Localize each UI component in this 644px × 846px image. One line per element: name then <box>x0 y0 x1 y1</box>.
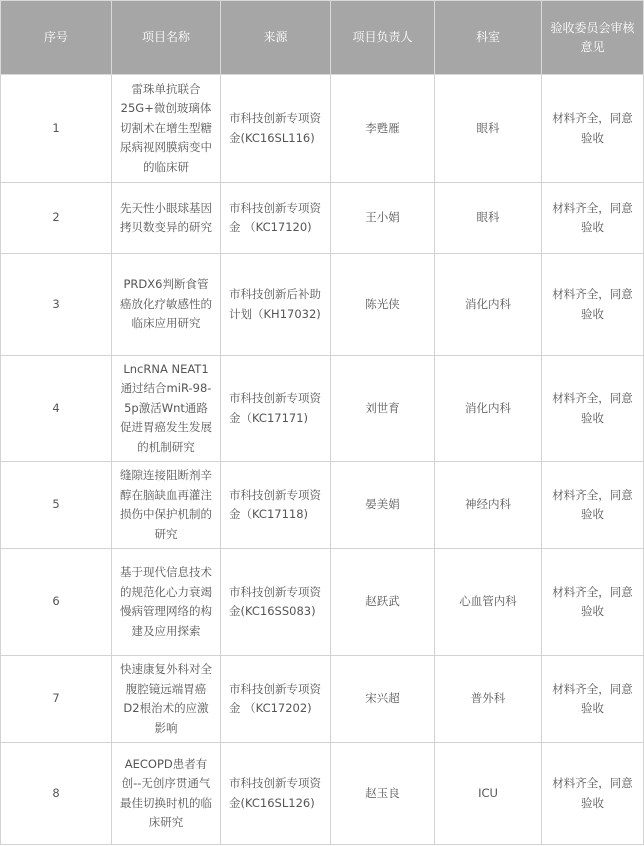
cell-department: 消化内科 <box>435 356 542 462</box>
cell-review-opinion: 材料齐全，同意验收 <box>542 743 644 845</box>
header-review-opinion: 验收委员会审核意见 <box>542 1 644 75</box>
cell-project-name: 缝隙连接阻断剂辛醇在脑缺血再灌注损伤中保护机制的研究 <box>112 462 221 549</box>
cell-department: 眼科 <box>435 183 542 254</box>
table-row <box>1 462 644 549</box>
table-row <box>1 183 644 254</box>
cell-source: 市科技创新专项资金（KC17171) <box>221 356 331 462</box>
cell-source: 市科技创新专项资金 （KC17120) <box>221 183 331 254</box>
cell-source: 市科技创新专项资金(KC16SL126) <box>221 743 331 845</box>
cell-department: 神经内科 <box>435 462 542 549</box>
cell-serial: 6 <box>1 549 112 656</box>
cell-project-lead: 赵玉良 <box>331 743 435 845</box>
cell-project-name: LncRNA NEAT1通过结合miR-98-5p激活Wnt通路促进胃癌发生发展的机制研究 <box>112 356 221 462</box>
cell-source: 市科技创新专项资金(KC16SL116) <box>221 75 331 183</box>
cell-project-lead: 王小娟 <box>331 183 435 254</box>
cell-project-name: 先天性小眼球基因拷贝数变异的研究 <box>112 183 221 254</box>
cell-serial: 7 <box>1 656 112 743</box>
cell-project-lead: 李甦雁 <box>331 75 435 183</box>
table-row <box>1 254 644 356</box>
table-row <box>1 656 644 743</box>
cell-serial: 3 <box>1 254 112 356</box>
cell-serial: 4 <box>1 356 112 462</box>
table-row <box>1 549 644 656</box>
cell-project-name: 基于现代信息技术的规范化心力衰竭慢病管理网络的构建及应用探索 <box>112 549 221 656</box>
table-header-row <box>1 1 644 75</box>
cell-department: 心血管内科 <box>435 549 542 656</box>
cell-source: 市科技创新专项资金 （KC17202) <box>221 656 331 743</box>
cell-project-name: PRDX6判断食管癌放化疗敏感性的临床应用研究 <box>112 254 221 356</box>
cell-serial: 1 <box>1 75 112 183</box>
cell-project-name: 快速康复外科对全腹腔镜远端胃癌D2根治术的应激影响 <box>112 656 221 743</box>
table-row <box>1 356 644 462</box>
cell-source: 市科技创新专项资金（KC17118) <box>221 462 331 549</box>
cell-project-lead: 宋兴超 <box>331 656 435 743</box>
header-department: 科室 <box>435 1 542 75</box>
cell-project-name: 雷珠单抗联合25G+微创玻璃体切割术在增生型糖尿病视网膜病变中的临床研 <box>112 75 221 183</box>
cell-review-opinion: 材料齐全，同意验收 <box>542 254 644 356</box>
cell-serial: 5 <box>1 462 112 549</box>
header-project-name: 项目名称 <box>112 1 221 75</box>
cell-source: 市科技创新后补助计划（KH17032) <box>221 254 331 356</box>
cell-review-opinion: 材料齐全，同意验收 <box>542 75 644 183</box>
cell-review-opinion: 材料齐全，同意验收 <box>542 656 644 743</box>
cell-department: ICU <box>435 743 542 845</box>
cell-review-opinion: 材料齐全，同意验收 <box>542 356 644 462</box>
cell-serial: 8 <box>1 743 112 845</box>
cell-source: 市科技创新专项资金(KC16SS083) <box>221 549 331 656</box>
cell-review-opinion: 材料齐全，同意验收 <box>542 462 644 549</box>
cell-review-opinion: 材料齐全，同意验收 <box>542 549 644 656</box>
cell-department: 眼科 <box>435 75 542 183</box>
cell-review-opinion: 材料齐全，同意验收 <box>542 183 644 254</box>
cell-department: 普外科 <box>435 656 542 743</box>
cell-project-name: AECOPD患者有创--无创序贯通气最佳切换时机的临床研究 <box>112 743 221 845</box>
cell-serial: 2 <box>1 183 112 254</box>
cell-project-lead: 陈光侠 <box>331 254 435 356</box>
table-row <box>1 75 644 183</box>
cell-project-lead: 刘世育 <box>331 356 435 462</box>
table-row <box>1 743 644 845</box>
cell-department: 消化内科 <box>435 254 542 356</box>
header-source: 来源 <box>221 1 331 75</box>
header-serial: 序号 <box>1 1 112 75</box>
cell-project-lead: 晏美娟 <box>331 462 435 549</box>
cell-project-lead: 赵跃武 <box>331 549 435 656</box>
header-project-lead: 项目负责人 <box>331 1 435 75</box>
